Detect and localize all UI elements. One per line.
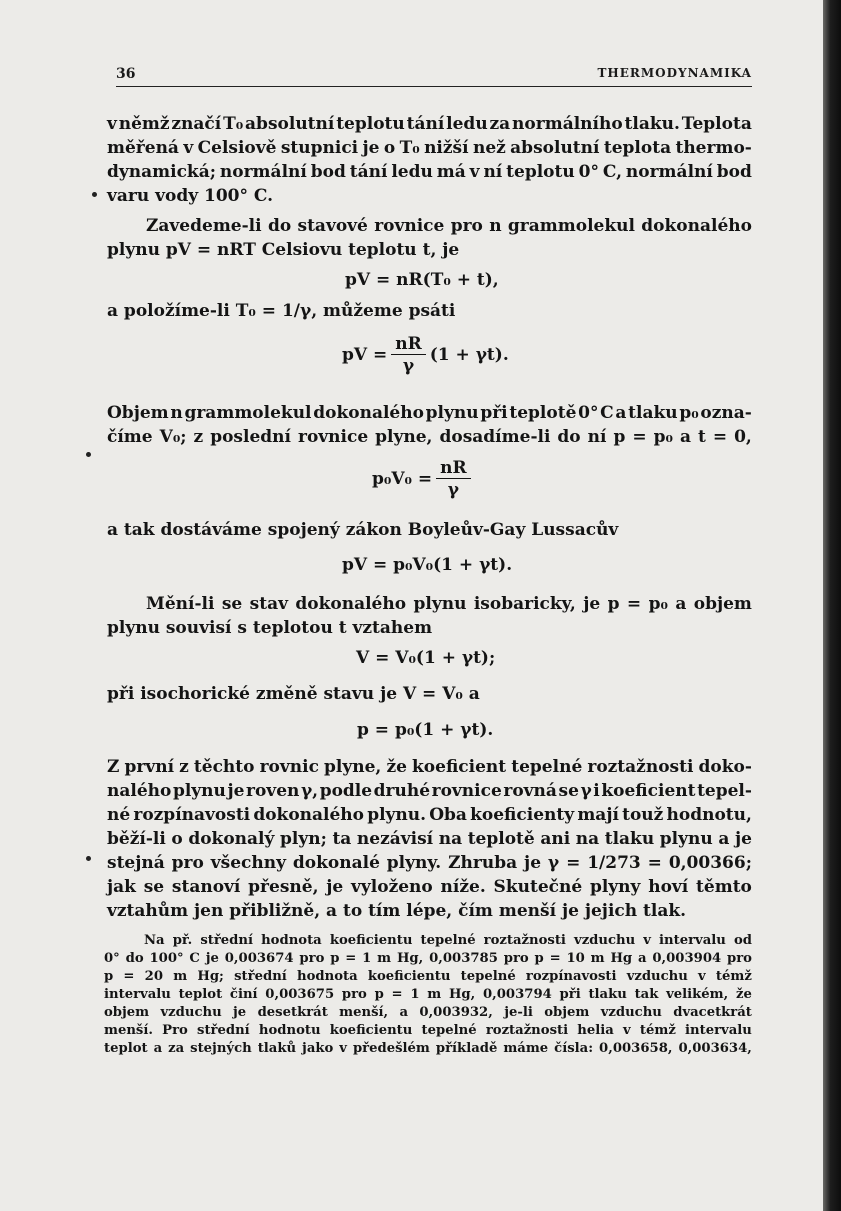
text-line: vztahům jen přibližně, a to tím lépe, čím menší je jejich tlak. xyxy=(107,901,687,921)
footnote-line: objem vzduchu je desetkrát menší, a 0,003932, je-li objem vzduchu dvacetkrát xyxy=(104,1005,752,1020)
text-line: nalého plynu je roven γ, podle druhé rovnice rovná se γ i koeficient tepel- xyxy=(107,781,752,801)
footnote-line: menší. Pro střední hodnotu koeficientu tepelné roztažnosti helia v témž intervalu xyxy=(104,1023,752,1038)
text-line: číme V₀; z poslední rovnice plyne, dosadíme-li do ní p = p₀ a t = 0, xyxy=(107,427,752,447)
book-spine-shadow xyxy=(823,0,841,1211)
text-line: stejná pro všechny dokonalé plyny. Zhruba je γ = 1/273 = 0,00366; xyxy=(107,853,752,873)
bleed-dot xyxy=(86,856,91,861)
equation-4: pV = p₀V₀(1 + γt). xyxy=(342,555,513,575)
equation-5: V = V₀(1 + γt); xyxy=(356,648,496,668)
equation-1: pV = nR(T₀ + t), xyxy=(345,270,499,290)
footnote-line: p = 20 m Hg; střední hodnota koeficientu tepelné rozpínavosti vzduchu v témž xyxy=(104,969,752,984)
bleed-dot xyxy=(86,452,91,457)
text-line: v němž značí T₀ absolutní teplotu tání ledu za normálního tlaku. Teplota xyxy=(107,114,752,134)
equation-2: pV = $\frac{nR}{\gamma}$ (1 + γt). xyxy=(342,334,509,376)
text-line: jak se stanoví přesně, je vyloženo níže. Skutečné plyny hoví těmto xyxy=(107,877,752,897)
text-line: Zavedeme-li do stavové rovnice pro n grammolekul dokonalého xyxy=(146,216,752,236)
page-number: 36 xyxy=(116,66,136,82)
text-line: né rozpínavosti dokonalého plynu. Oba koeficienty mají touž hodnotu, xyxy=(107,805,752,825)
bleed-dot xyxy=(92,192,97,197)
text-line: a položíme-li T₀ = 1/γ, můžeme psáti xyxy=(107,301,456,321)
text-line: dynamická; normální bod tání ledu má v ní teplotu 0° C, normální bod xyxy=(107,162,752,182)
text-line: varu vody 100° C. xyxy=(107,186,274,206)
text-line: běží-li o dokonalý plyn; ta nezávisí na teplotě ani na tlaku plynu a je xyxy=(107,829,752,849)
text-line: plynu pV = nRT Celsiovu teplotu t, je xyxy=(107,240,460,260)
text-line: plynu souvisí s teplotou t vztahem xyxy=(107,618,433,638)
equation-3: p₀V₀ = $\frac{nR}{\gamma}$ xyxy=(372,458,475,501)
text-line: při isochorické změně stavu je V = V₀ a xyxy=(107,684,480,704)
text-line: Mění-li se stav dokonalého plynu isobaricky, je p = p₀ a objem xyxy=(146,594,752,614)
footnote-line: teplot a za stejných tlaků jako v předešlém příkladě máme čísla: 0,003658, 0,003634, xyxy=(104,1041,752,1056)
text-line: Objem n grammolekul dokonalého plynu při teplotě 0° C a tlaku p₀ ozna- xyxy=(107,403,752,423)
footnote-line: 0° do 100° C je 0,003674 pro p = 1 m Hg, 0,003785 pro p = 10 m Hg a 0,003904 pro xyxy=(104,951,752,966)
running-title: THERMODYNAMIKA xyxy=(597,66,752,80)
footnote-line: Na př. střední hodnota koeficientu tepelné roztažnosti vzduchu v intervalu od xyxy=(144,933,752,948)
equation-6: p = p₀(1 + γt). xyxy=(357,720,494,740)
running-header xyxy=(116,66,752,87)
text-line: měřená v Celsiově stupnici je o T₀ nižší než absolutní teplota thermo- xyxy=(107,138,752,158)
text-line: a tak dostáváme spojený zákon Boyleův-Gay Lussacův xyxy=(107,520,619,540)
footnote-line: intervalu teplot činí 0,003675 pro p = 1 m Hg, 0,003794 při tlaku tak velikém, že xyxy=(104,987,752,1002)
text-line: Z první z těchto rovnic plyne, že koeficient tepelné roztažnosti doko- xyxy=(107,757,752,777)
